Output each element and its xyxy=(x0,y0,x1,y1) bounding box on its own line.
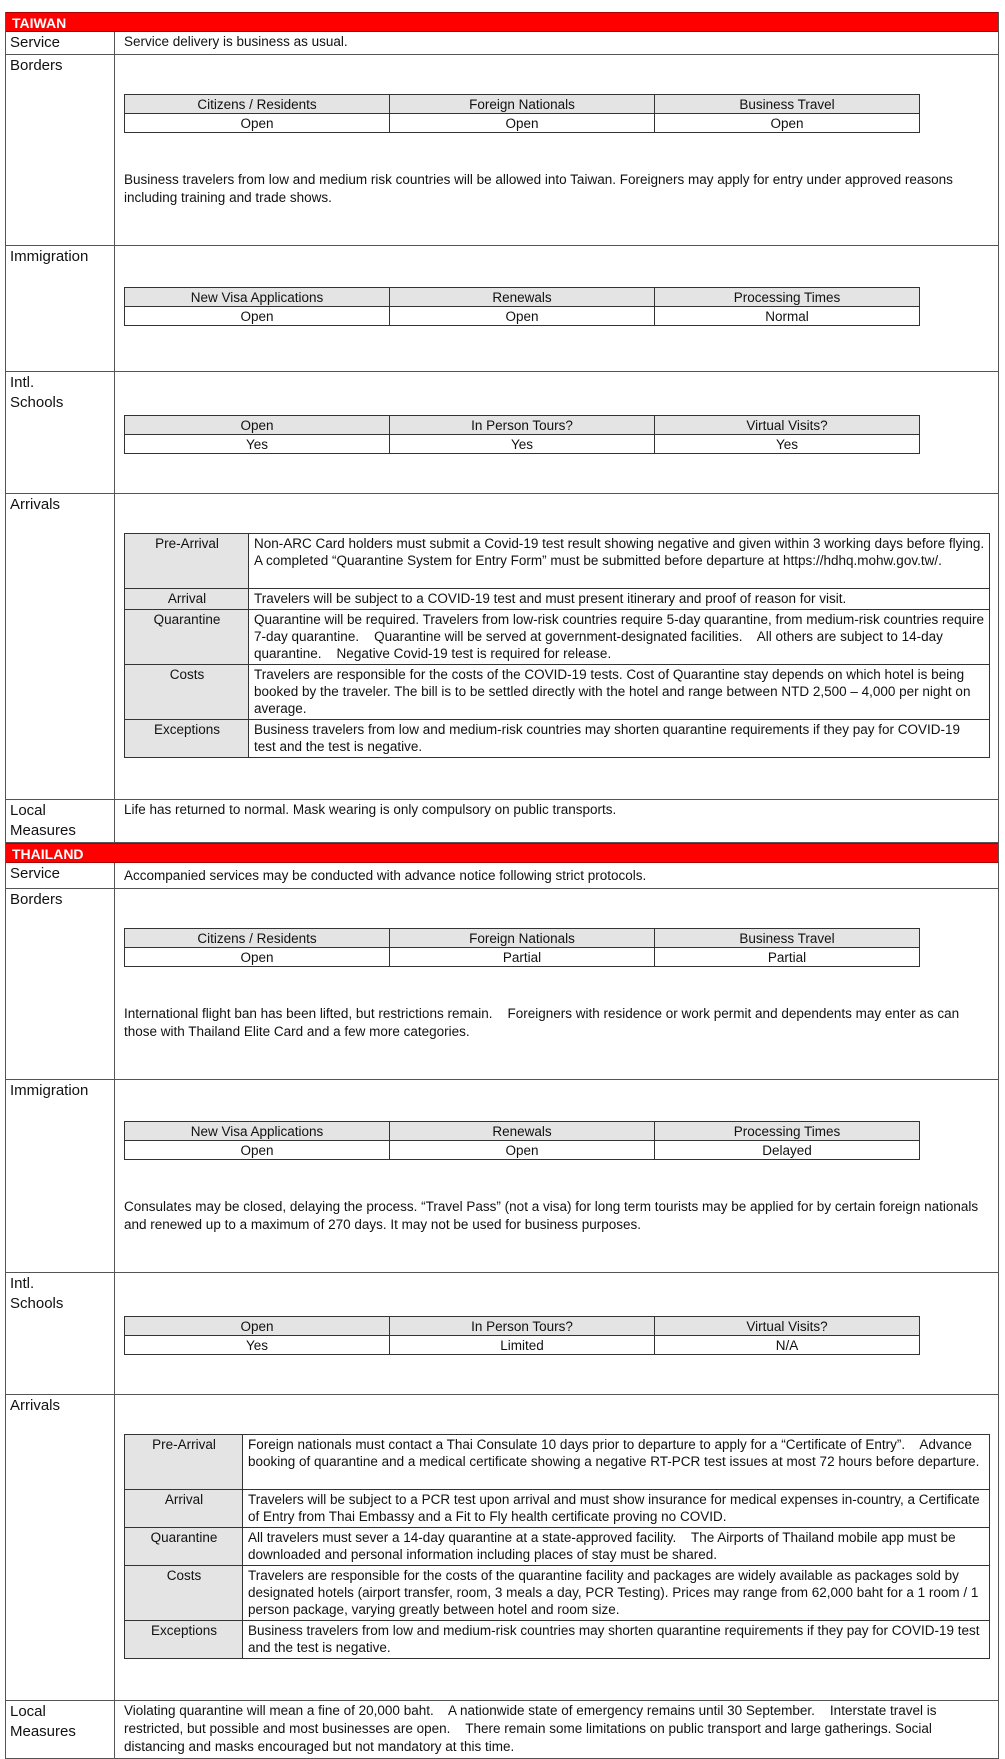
row-label: Intl. Schools xyxy=(6,1273,115,1394)
row-label: Immigration xyxy=(6,246,115,371)
row-label: Service xyxy=(6,863,115,888)
service-text: Service delivery is business as usual. xyxy=(124,34,348,49)
column-header: Citizens / Residents xyxy=(125,929,390,948)
column-header: Open xyxy=(125,416,390,435)
row-borders xyxy=(6,55,998,246)
status-value: Open xyxy=(125,948,390,967)
arrivals-text: Business travelers from low and medium-risk countries may shorten quarantine requirements if they pay for COVID-19 test and the test is negative. xyxy=(249,720,990,758)
row-arrivals xyxy=(6,1395,998,1701)
arrivals-row xyxy=(125,1621,990,1659)
schools-table xyxy=(124,1316,920,1355)
arrivals-table xyxy=(124,533,990,758)
status-value: Open xyxy=(125,307,390,326)
country-header-taiwan: TAIWAN xyxy=(6,12,998,32)
row-arrivals xyxy=(6,494,998,800)
schools-table xyxy=(124,415,920,454)
arrivals-text: Non-ARC Card holders must submit a Covid-19 test result showing negative and given within 3 working days before flying. A completed “Quarantine System for Entry Form” must be submitted before departure at https://hdhq.mohw.gov.tw/. xyxy=(249,534,990,589)
arrivals-row xyxy=(125,589,990,610)
arrivals-text: Travelers will be subject to a PCR test upon arrival and must show insurance for medical expenses in-country, a Certificate of Entry from Thai Embassy and a Fit to Fly health certificate proving no COVID. xyxy=(243,1490,990,1528)
arrivals-row xyxy=(125,1490,990,1528)
status-value: N/A xyxy=(655,1336,920,1355)
borders-note: Business travelers from low and medium risk countries will be allowed into Taiwan. Foreigners may apply for entry under approved reasons including training and trade shows. xyxy=(124,172,957,205)
column-header: Open xyxy=(125,1317,390,1336)
local-measures-text: Life has returned to normal. Mask wearing is only compulsory on public transports. xyxy=(124,802,617,817)
row-label: Borders xyxy=(6,889,115,1079)
row-service xyxy=(6,32,998,55)
status-value: Yes xyxy=(655,435,920,454)
arrivals-label: Costs xyxy=(125,665,249,720)
column-header: New Visa Applications xyxy=(125,288,390,307)
status-value: Open xyxy=(390,307,655,326)
column-header: Processing Times xyxy=(655,1122,920,1141)
status-value: Partial xyxy=(390,948,655,967)
row-label: Intl. Schools xyxy=(6,372,115,493)
column-header: Virtual Visits? xyxy=(655,416,920,435)
status-value: Partial xyxy=(655,948,920,967)
immigration-table xyxy=(124,1121,920,1160)
arrivals-text: Travelers will be subject to a COVID-19 test and must present itinerary and proof of reason for visit. xyxy=(249,589,990,610)
travel-status-document xyxy=(5,12,999,1759)
status-value: Open xyxy=(390,1141,655,1160)
status-value: Yes xyxy=(390,435,655,454)
arrivals-row xyxy=(125,1528,990,1566)
row-service xyxy=(6,863,998,889)
column-header: Renewals xyxy=(390,1122,655,1141)
borders-note: International flight ban has been lifted, but restrictions remain. Foreigners with residence or work permit and dependents may enter as can those with Thailand Elite Card and a few more categories. xyxy=(124,1006,963,1039)
arrivals-text: Travelers are responsible for the costs of the COVID-19 tests. Cost of Quarantine stay depends on which hotel is being booked by the traveler. The bill is to be settled directly with the hotel and range between NTD 2,500 – 4,000 per night on average. xyxy=(249,665,990,720)
status-value: Open xyxy=(125,1141,390,1160)
arrivals-row xyxy=(125,610,990,665)
row-label: Service xyxy=(6,32,115,54)
status-value: Delayed xyxy=(655,1141,920,1160)
status-value: Limited xyxy=(390,1336,655,1355)
country-header-thailand: THAILAND xyxy=(6,843,998,863)
arrivals-row xyxy=(125,720,990,758)
status-value: Normal xyxy=(655,307,920,326)
column-header: Renewals xyxy=(390,288,655,307)
arrivals-label: Quarantine xyxy=(125,610,249,665)
row-immigration xyxy=(6,1080,998,1273)
arrivals-row xyxy=(125,1435,990,1490)
arrivals-label: Quarantine xyxy=(125,1528,243,1566)
immigration-table xyxy=(124,287,920,326)
arrivals-text: Business travelers from low and medium-risk countries may shorten quarantine requirements if they pay for COVID-19 test and the test is negative. xyxy=(243,1621,990,1659)
column-header: New Visa Applications xyxy=(125,1122,390,1141)
row-label: Arrivals xyxy=(6,1395,115,1700)
column-header: In Person Tours? xyxy=(390,1317,655,1336)
column-header: Business Travel xyxy=(655,95,920,114)
status-value: Yes xyxy=(125,435,390,454)
status-value: Open xyxy=(390,114,655,133)
row-label: Local Measures xyxy=(6,800,115,842)
borders-table xyxy=(124,928,920,967)
arrivals-label: Exceptions xyxy=(125,1621,243,1659)
borders-table xyxy=(124,94,920,133)
row-immigration xyxy=(6,246,998,372)
row-borders xyxy=(6,889,998,1080)
status-value: Open xyxy=(125,114,390,133)
arrivals-label: Pre-Arrival xyxy=(125,1435,243,1490)
arrivals-text: Foreign nationals must contact a Thai Consulate 10 days prior to departure to apply for a “Certificate of Entry”. Advance booking of quarantine and a medical certificate showing a negative RT-PCR test issues at most 72 hours before departure. xyxy=(243,1435,990,1490)
local-measures-text: Violating quarantine will mean a fine of 20,000 baht. A nationwide state of emergency remains until 30 September. Interstate travel is restricted, but possible and most businesses are open. There remain some limitations on public transport and large gatherings. Social distancing and masks encouraged but not mandatory at this time. xyxy=(124,1703,941,1754)
arrivals-text: All travelers must sever a 14-day quarantine at a state-approved facility. The Airports of Thailand mobile app must be downloaded and personal information including places of stay must be shared. xyxy=(243,1528,990,1566)
row-intl-schools xyxy=(6,1273,998,1395)
row-local-measures xyxy=(6,800,998,843)
arrivals-text: Quarantine will be required. Travelers from low-risk countries require 5-day quarantine, from medium-risk countries require 7-day quarantine. Quarantine will be served at government-designated facilities. All others are subject to 14-day quarantine. Negative Covid-19 test is required for release. xyxy=(249,610,990,665)
status-value: Open xyxy=(655,114,920,133)
row-local-measures xyxy=(6,1701,998,1759)
row-label: Arrivals xyxy=(6,494,115,799)
row-intl-schools xyxy=(6,372,998,494)
column-header: Foreign Nationals xyxy=(390,929,655,948)
column-header: Business Travel xyxy=(655,929,920,948)
arrivals-table xyxy=(124,1434,990,1659)
row-label: Borders xyxy=(6,55,115,245)
status-value: Yes xyxy=(125,1336,390,1355)
arrivals-row xyxy=(125,534,990,589)
column-header: Virtual Visits? xyxy=(655,1317,920,1336)
arrivals-label: Exceptions xyxy=(125,720,249,758)
arrivals-text: Travelers are responsible for the costs of the quarantine facility and packages are widely available as packages sold by designated hotels (airport transfer, room, 3 meals a day, PCR Testing). Prices may range from 62,000 baht for a 1 room / 1 person package, varying greatly between hotel and room size. xyxy=(243,1566,990,1621)
row-label: Local Measures xyxy=(6,1701,115,1758)
service-text: Accompanied services may be conducted with advance notice following strict protocols. xyxy=(124,868,647,883)
row-label: Immigration xyxy=(6,1080,115,1272)
column-header: Processing Times xyxy=(655,288,920,307)
arrivals-row xyxy=(125,665,990,720)
arrivals-label: Pre-Arrival xyxy=(125,534,249,589)
immigration-note: Consulates may be closed, delaying the process. “Travel Pass” (not a visa) for long term tourists may be applied for by certain foreign nationals and renewed up to a maximum of 270 days. It may not be used for business purposes. xyxy=(124,1199,982,1232)
arrivals-label: Costs xyxy=(125,1566,243,1621)
column-header: In Person Tours? xyxy=(390,416,655,435)
arrivals-row xyxy=(125,1566,990,1621)
column-header: Citizens / Residents xyxy=(125,95,390,114)
column-header: Foreign Nationals xyxy=(390,95,655,114)
arrivals-label: Arrival xyxy=(125,589,249,610)
arrivals-label: Arrival xyxy=(125,1490,243,1528)
